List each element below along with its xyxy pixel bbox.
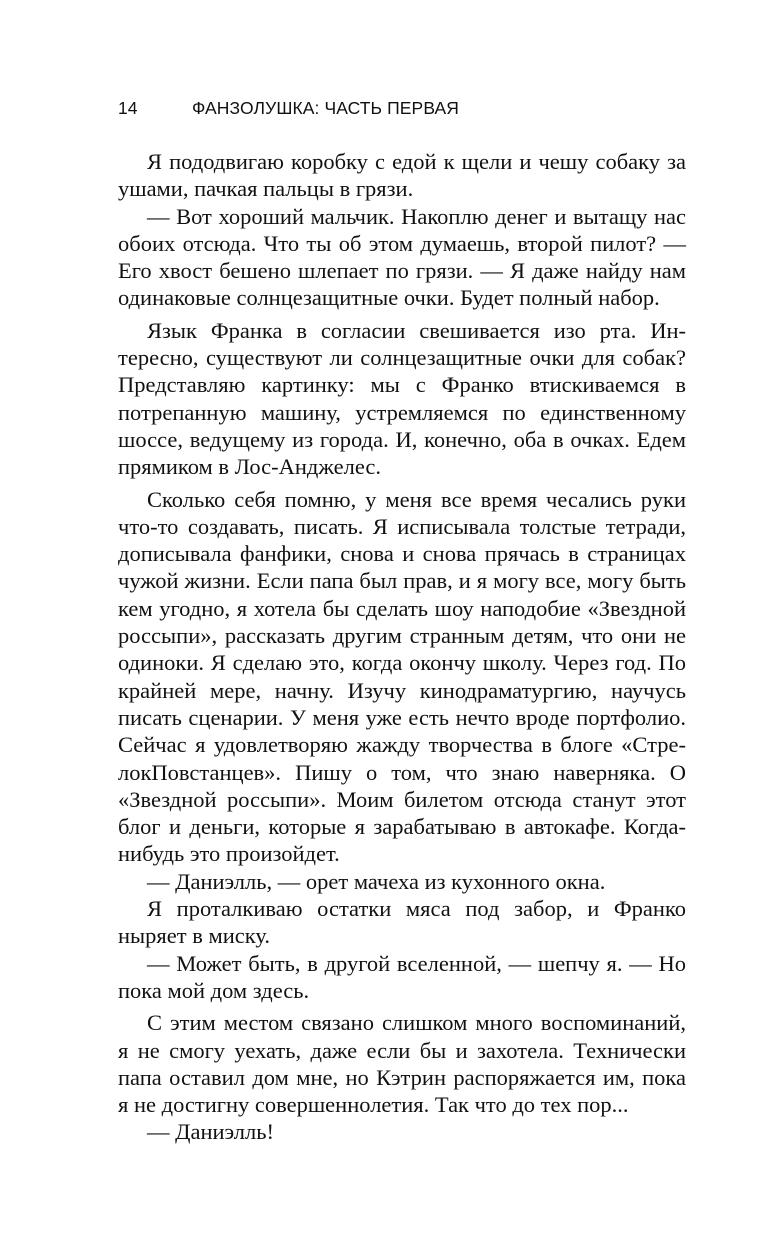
paragraph: Я пододвигаю коробку с едой к щели и чешу собаку за ушами, пачкая пальцы в грязи. xyxy=(118,149,686,202)
paragraph: — Может быть, в другой вселенной, — шепчу я. — Но пока мой дом здесь. xyxy=(118,950,686,1003)
running-header xyxy=(118,96,678,120)
paragraph: — Даниэлль! xyxy=(147,1119,275,1145)
running-title: ФАНЗОЛУШКА: ЧАСТЬ ПЕРВАЯ xyxy=(192,98,460,118)
paragraph: Сколько себя помню, у меня все время чесались руки что-то создавать, писать. Я исписывала толстые тетради, дописывала фанфики, снова и снова прячась в страницах чужой жизни. Если папа был прав, и я могу все, могу быть кем угодно, я хотела бы сделать шоу наподобие «Звездной россыпи», рассказать другим странным детям, что они не одиноки. Я сделаю это, когда окончу школу. Через год. По крайней мере, начну. Изучу кинодраматургию, научусь писать сценарии. У меня уже есть нечто вроде портфолио. Сейчас я удовлетворяю жажду творчества в блоге «СтрелокПовстанцев». Пишу о том, что знаю наверняка. О «Звездной россыпи». Моим билетом отсюда станут этот блог и деньги, которые я зарабатываю в автокафе. Когда-нибудь это произойдет. xyxy=(118,486,686,867)
paragraph: — Даниэлль, — орет мачеха из кухонного окна. xyxy=(147,868,606,894)
paragraph: С этим местом связано слишком много воспоминаний, я не смогу уехать, даже если бы и захотела. Технически папа оставил дом мне, но Кэтрин распоряжается им, пока я не достигну совершеннолетия. Так что до тех пор... xyxy=(118,1010,686,1118)
paragraph: Язык Франка в согласии свешивается изо рта. Интересно, существуют ли солнцезащитные очки для собак? Представляю картинку: мы с Франко втискиваемся в потрепанную машину, устремляемся по единственному шоссе, ведущему из города. И, конечно, оба в очках. Едем прямиком в Лос-Анджелес. xyxy=(118,317,686,480)
paragraph: — Вот хороший мальчик. Накоплю денег и вытащу нас обоих отсюда. Что ты об этом думаешь, второй пилот? — Его хвост бешено шлепает по грязи. — Я даже найду нам одинаковые солнцезащитные очки. Будет полный набор. xyxy=(118,203,686,311)
paragraph: Я проталкиваю остатки мяса под забор, и Франко ныряет в миску. xyxy=(118,896,686,949)
body-text xyxy=(118,148,686,1146)
page-number: 14 xyxy=(118,98,138,118)
